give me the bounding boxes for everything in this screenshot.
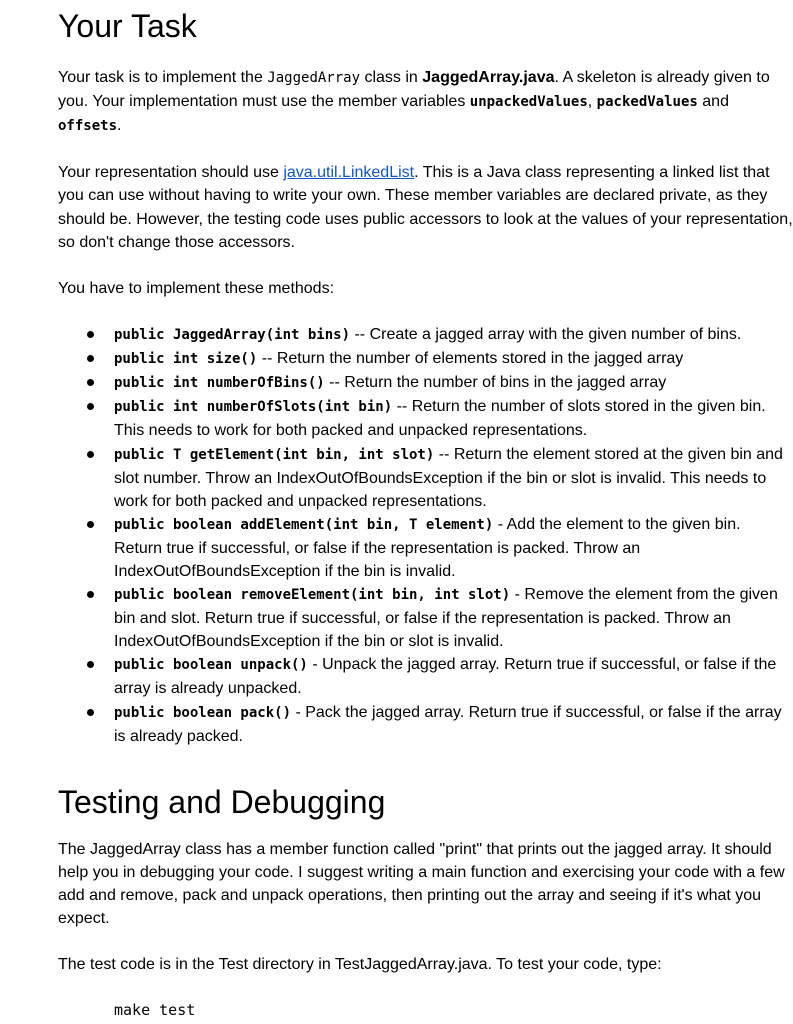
- method-signature: public boolean addElement(int bin, T element): [114, 516, 494, 533]
- method-description: - Add the element to the given bin. Return true if successful, or false if the representation is packed. Throw an IndexOutOfBoundsException if the bin is invalid.: [114, 515, 741, 580]
- methods-intro: You have to implement these methods:: [58, 279, 335, 297]
- heading-testing-and-debugging: Testing and Debugging: [58, 783, 386, 820]
- intro-file-name: JaggedArray.java: [422, 69, 555, 86]
- intro-end: .: [117, 117, 122, 135]
- method-description: -- Return the number of bins in the jagged array: [324, 374, 667, 392]
- method-item-get-element: [114, 443, 789, 513]
- method-signature: public JaggedArray(int bins): [114, 327, 351, 344]
- intro-class-code: JaggedArray: [267, 70, 361, 86]
- method-description: -- Create a jagged array with the given number of bins.: [350, 326, 742, 344]
- methods-list: [58, 323, 789, 748]
- method-description: - Unpack the jagged array. Return true if successful, or false if the array is already unpacked.: [114, 656, 777, 698]
- method-description: -- Return the element stored at the given bin and slot number. Throw an IndexOutOfBoundsException if the bin or slot is invalid. This needs to work for both packed and unpacked representations.: [114, 445, 783, 510]
- method-description: - Remove the element from the given bin and slot. Return true if successful, or false if the representation is packed. Throw an IndexOutOfBoundsException if the bin or slot is invalid.: [114, 586, 778, 651]
- method-item-unpack: [114, 653, 789, 700]
- repr-text-1: Your representation should use: [58, 164, 284, 182]
- heading-your-task: Your Task: [58, 8, 197, 44]
- intro-text-3: . A skeleton is already given to you. Your implementation must use the member variables: [58, 69, 770, 111]
- make-test-command: make test: [114, 1001, 196, 1020]
- intro-text-2: class in: [360, 69, 423, 86]
- method-signature: public int size(): [114, 351, 258, 368]
- linkedlist-link[interactable]: java.util.LinkedList: [283, 164, 415, 182]
- intro-text-1: Your task is to implement the: [58, 69, 268, 86]
- representation-paragraph: [58, 161, 793, 253]
- method-description: -- Return the number of slots stored in the given bin. This needs to work for both packed and unpacked representations.: [114, 398, 766, 440]
- method-item-remove-element: [114, 583, 789, 653]
- method-item-add-element: [114, 513, 789, 583]
- intro-var-offsets: offsets: [58, 118, 118, 135]
- testing-paragraph-print: The JaggedArray class has a member function called "print" that prints out the jagged array. It should help you in debugging your code. I suggest writing a main function and exercising your code with a few add and remove, pack and unpack operations, then printing out the array and seeing if it's what you expect.: [58, 840, 785, 927]
- method-item-number-of-bins: [114, 371, 789, 395]
- method-signature: public boolean pack(): [114, 704, 292, 721]
- method-description: - Pack the jagged array. Return true if successful, or false if the array is already packed.: [114, 703, 782, 745]
- method-signature: public T getElement(int bin, int slot): [114, 446, 435, 463]
- method-signature: public boolean removeElement(int bin, int slot): [114, 587, 511, 604]
- method-item-constructor: [114, 323, 789, 347]
- method-item-size: [114, 347, 789, 371]
- method-signature: public int numberOfBins(): [114, 375, 325, 392]
- testing-paragraph-test-code: The test code is in the Test directory in TestJaggedArray.java. To test your code, type:: [58, 956, 662, 974]
- intro-sep-2: and: [697, 93, 729, 111]
- intro-var-unpacked: unpackedValues: [469, 94, 588, 111]
- method-item-pack: [114, 701, 789, 748]
- method-signature: public int numberOfSlots(int bin): [114, 399, 393, 416]
- intro-var-packed: packedValues: [596, 94, 698, 111]
- method-signature: public boolean unpack(): [114, 657, 308, 674]
- document-page: [58, 0, 793, 1022]
- task-intro-paragraph: [58, 66, 793, 138]
- repr-text-2: . This is a Java class representing a linked list that you can use without having to write your own. These member variables are declared private, as they should be. However, the testing code uses public accessors to look at the values of your representation, so don't change those accessors.: [58, 164, 793, 251]
- intro-sep-1: ,: [587, 93, 597, 111]
- method-description: -- Return the number of elements stored in the jagged array: [257, 350, 684, 368]
- method-item-number-of-slots: [114, 395, 789, 442]
